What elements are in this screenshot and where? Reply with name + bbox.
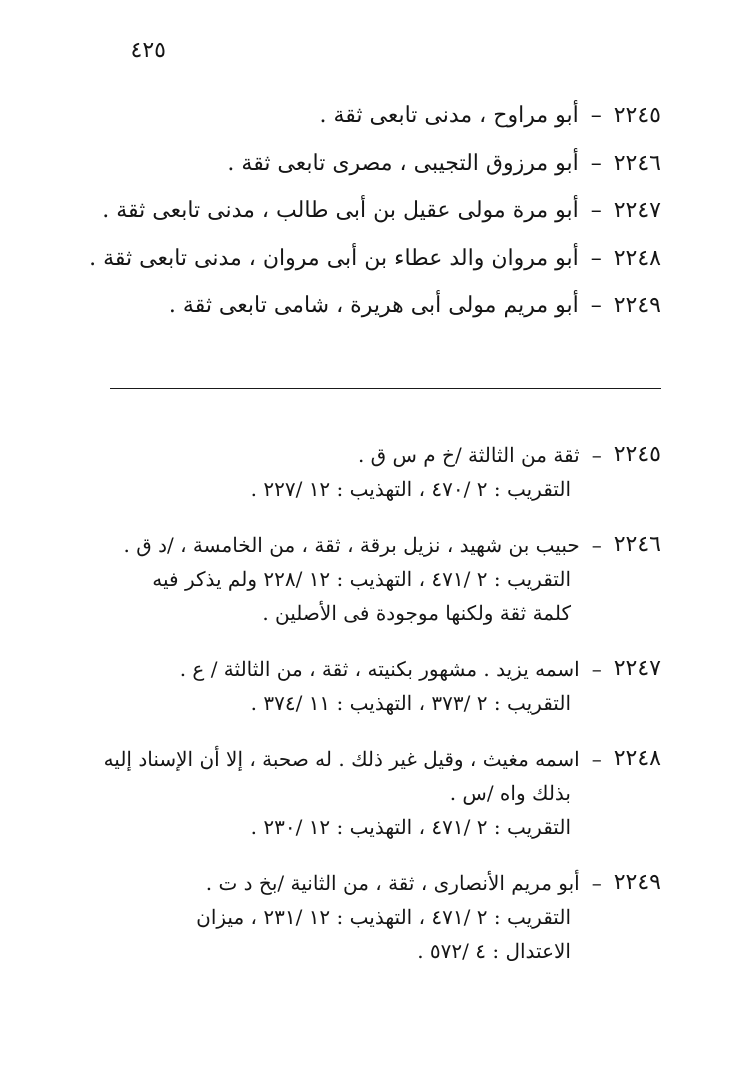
footnote: [43, 438, 661, 506]
footnote-text: اسمه مغيث ، وقيل غير ذلك . له صحبة ، إلا أن الإسناد إليه: [103, 747, 580, 771]
entry-text: أبو مراوح ، مدنى تابعى ثقة .: [319, 103, 579, 129]
footnote-first-line: [43, 438, 661, 472]
entry-number: ٢٢٤٥: [613, 103, 661, 129]
footnote-text: التقريب : ٢ /٤٧١ ، التهذيب : ١٢ /٢٣٠ .: [250, 815, 571, 839]
footnote-text: التقريب : ٢ /٤٧٠ ، التهذيب : ١٢ /٢٢٧ .: [250, 477, 571, 501]
footnote-number: ٢٢٤٩: [613, 870, 661, 895]
footnotes-section: [43, 438, 661, 990]
footnote-first-line: [43, 866, 661, 900]
page-number: ٤٢٥: [130, 38, 166, 63]
footnote: [43, 866, 661, 968]
footnote-text: التقريب : ٢ /٤٧١ ، التهذيب : ١٢ /٢٢٨ ولم يذكر فيه: [152, 567, 571, 591]
entry-text: أبو مريم مولى أبى هريرة ، شامى تابعى ثقة .: [168, 293, 579, 319]
footnote: [43, 742, 661, 844]
entry-dash: –: [590, 198, 602, 224]
footnote-text: بذلك واه /س .: [449, 781, 571, 805]
footnote-dash: –: [591, 871, 602, 895]
entry-text: أبو مرزوق التجيبى ، مصرى تابعى ثقة .: [227, 150, 579, 176]
footnote-number: ٢٢٤٨: [613, 746, 661, 771]
entry-number: ٢٢٤٦: [613, 150, 661, 176]
footnote-first-line: [43, 742, 661, 776]
footnote-separator-line: [110, 388, 661, 389]
main-entries-list: [61, 92, 661, 330]
footnote-text: ثقة من الثالثة /خ م س ق .: [357, 443, 580, 467]
footnote-number: ٢٢٤٦: [613, 532, 661, 557]
entry-text: أبو مروان والد عطاء بن أبى مروان ، مدنى تابعى ثقة .: [89, 245, 579, 271]
entry-number: ٢٢٤٩: [613, 293, 661, 319]
entry-row: [61, 235, 661, 283]
entry-dash: –: [590, 150, 602, 176]
footnote-text: أبو مريم الأنصارى ، ثقة ، من الثانية /بخ د ت .: [205, 871, 580, 895]
entry-row: [61, 140, 661, 188]
footnote-dash: –: [591, 443, 602, 467]
entry-dash: –: [590, 103, 602, 129]
entry-text: أبو مرة مولى عقيل بن أبى طالب ، مدنى تابعى ثقة .: [102, 198, 579, 224]
footnote-text: كلمة ثقة ولكنها موجودة فى الأصلين .: [262, 601, 571, 625]
footnote-number: ٢٢٤٥: [613, 442, 661, 467]
footnote-text: التقريب : ٢ /٣٧٣ ، التهذيب : ١١ /٣٧٤ .: [250, 691, 571, 715]
footnote-dash: –: [591, 533, 602, 557]
footnote: [43, 652, 661, 720]
entry-row: [61, 92, 661, 140]
footnote-text: الاعتدال : ٤ /٥٧٢ .: [417, 939, 571, 963]
entry-row: [61, 187, 661, 235]
footnote-text: التقريب : ٢ /٤٧١ ، التهذيب : ١٢ /٢٣١ ، ميزان: [196, 905, 571, 929]
entry-dash: –: [590, 293, 602, 319]
entry-row: [61, 282, 661, 330]
footnote-text: حبيب بن شهيد ، نزيل برقة ، ثقة ، من الخامسة ، /د ق .: [123, 533, 580, 557]
footnote-dash: –: [591, 747, 602, 771]
footnote-first-line: [43, 528, 661, 562]
footnote-dash: –: [591, 657, 602, 681]
footnote-text: اسمه يزيد . مشهور بكنيته ، ثقة ، من الثالثة / ع .: [179, 657, 580, 681]
footnote: [43, 528, 661, 630]
entry-number: ٢٢٤٨: [613, 245, 661, 271]
entry-number: ٢٢٤٧: [613, 198, 661, 224]
footnote-first-line: [43, 652, 661, 686]
entry-dash: –: [590, 245, 602, 271]
footnote-number: ٢٢٤٧: [613, 656, 661, 681]
